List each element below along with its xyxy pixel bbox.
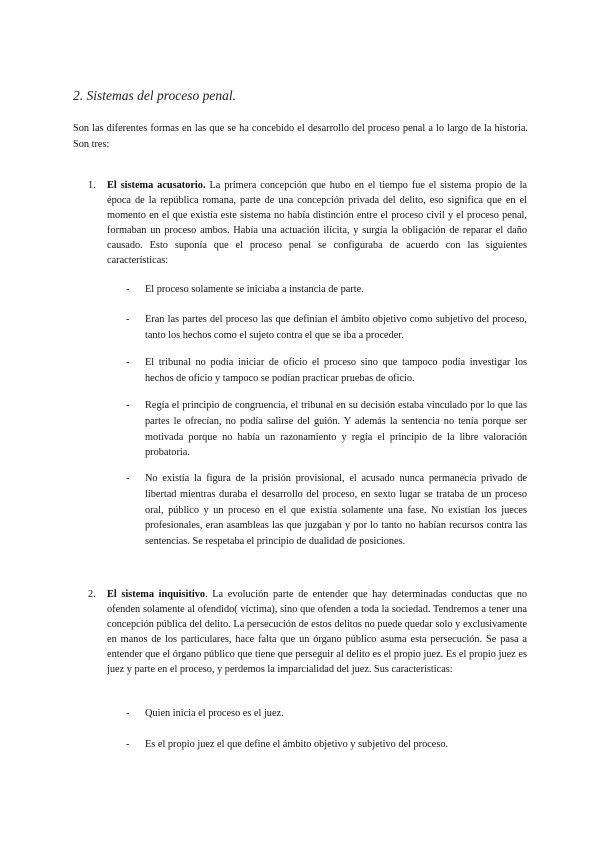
dash-marker: - — [126, 357, 130, 368]
bullet-text: Es el propio juez el que define el ámbito objetivo y subjetivo del proceso. — [145, 739, 449, 750]
dash-marker: - — [126, 314, 130, 325]
bullet-item — [126, 737, 527, 753]
dash-marker: - — [126, 284, 130, 295]
list-item-acusatorio — [88, 178, 528, 268]
bullet-item — [126, 706, 527, 722]
bullet-text: Regía el principio de congruencia, el tribunal en su decisión estaba vinculado por lo que las partes le ofrecían, no podía salirse del guión. Y además la sentencia no tenía porque ser motivada porque no había un razonamiento y regía el principio de la libre valoración probatoria. — [145, 400, 527, 459]
bullet-item — [126, 398, 527, 461]
dash-marker: - — [126, 708, 130, 719]
list-number: 1. — [88, 180, 96, 191]
section-heading: 2. Sistemas del proceso penal. — [73, 88, 236, 103]
bullet-text: El tribunal no podía iniciar de oficio el proceso sino que tampoco podía investigar los hechos de oficio y tampoco se podían practicar pruebas de oficio. — [145, 357, 527, 384]
item-title: El sistema acusatorio. — [107, 180, 206, 191]
dash-marker: - — [126, 739, 130, 750]
list-item-inquisitivo — [88, 587, 528, 677]
dash-marker: - — [126, 400, 130, 411]
item-text: . La evolución parte de entender que hay determinadas conductas que no ofenden solamente al ofendido( víctima), sino que ofenden a toda la sociedad. Tendremos a tener una concepción pública del delito. La persecución de estos delitos no puede quedar solo y exclusivamente en manos de los particulares, hace falta que un órgano público asuma esta persecución. Se pasa a entender que el órgano público que tiene que perseguir al delito es el propio juez. Es el propio juez es juez y parte en el proceso, y perdemos la imparcialidad del juez. Sus características: — [107, 589, 528, 675]
dash-marker: - — [126, 473, 130, 484]
bullet-text: Eran las partes del proceso las que definían el ámbito objetivo como subjetivo del proceso, tanto los hechos como el sujeto contra el que se iba a proceder. — [145, 314, 527, 341]
list-number: 2. — [88, 589, 96, 600]
item-title: El sistema inquisitivo — [107, 589, 206, 600]
bullet-item — [126, 282, 527, 298]
bullet-text: No existía la figura de la prisión provisional, el acusado nunca permanecía privado de libertad mientras duraba el desarrollo del proceso, en sexto lugar se trataba de un proceso oral, público y un proceso en el que existía solamente una fase. No existían los jueces profesionales, eran asambleas las que juzgaban y por lo tanto no habían recursos contra las sentencias. Se respetaba el principio de dualidad de posiciones. — [145, 473, 527, 548]
bullet-item — [126, 355, 527, 387]
intro-paragraph: Son las diferentes formas en las que se ha concebido el desarrollo del proceso penal a lo largo de la historia. Son tres: — [73, 123, 528, 150]
bullet-text: Quien inicia el proceso es el juez. — [145, 708, 284, 719]
bullet-text: El proceso solamente se iniciaba a instancia de parte. — [145, 284, 364, 295]
bullet-item — [126, 471, 527, 550]
item-text: La primera concepción que hubo en el tiempo fue el sistema propio de la época de la república romana, parte de una concepción privada del delito, eso significa que en el momento en el que existía este sistema no había distinción entre el proceso civil y el proceso penal, formaban un proceso ambos. Había una actuación ilícita, y surgía la obligación de reparar el daño causado. Esto suponía que el proceso penal se configuraba de acuerdo con las siguientes características: — [107, 180, 528, 266]
bullet-item — [126, 312, 527, 344]
